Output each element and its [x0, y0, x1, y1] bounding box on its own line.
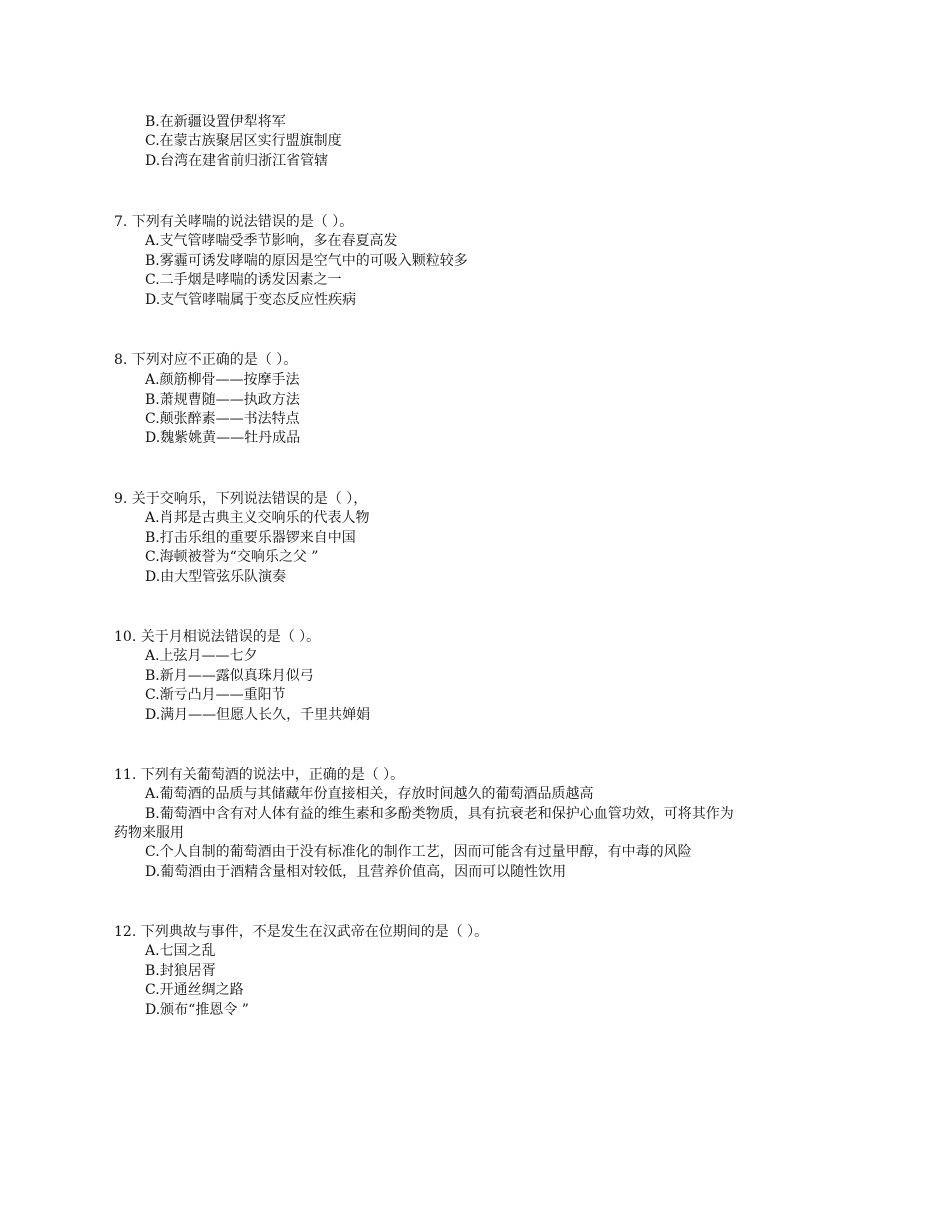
question-9-option-d: D.由大型管弦乐队演奏	[145, 569, 287, 585]
question-11-option-b: B.葡萄酒中含有对人体有益的维生素和多酚类物质，具有抗衰老和保护心血管功效，可将其作为	[145, 806, 734, 822]
question-stem-7: 7. 下列有关哮喘的说法错误的是（ ）。	[114, 214, 354, 230]
question-12-option-a: A.七国之乱	[145, 943, 216, 959]
question-stem-9: 9. 关于交响乐，下列说法错误的是（ ），	[114, 491, 368, 507]
question-11-option-b-continued: 药物来服用	[114, 825, 184, 841]
question-stem-12: 12. 下列典故与事件，不是发生在汉武帝在位期间的是（ ）。	[114, 924, 489, 940]
question-stem-8: 8. 下列对应不正确的是（ ）。	[114, 352, 298, 368]
question-7-option-b: B.雾霾可诱发哮喘的原因是空气中的可吸入颗粒较多	[145, 253, 468, 269]
question-11-option-c: C.个人自制的葡萄酒由于没有标准化的制作工艺，因而可能含有过量甲醇，有中毒的风险	[145, 844, 692, 860]
question-8-option-c: C.颠张醉素——书法特点	[145, 411, 300, 427]
question-12-option-d: D.颁布“推恩令 ”	[145, 1002, 249, 1018]
question-7-option-d: D.支气管哮喘属于变态反应性疾病	[145, 292, 357, 308]
option-d-prev: D.台湾在建省前归浙江省管辖	[145, 153, 329, 169]
question-8-option-d: D.魏紫姚黄——牡丹成品	[145, 430, 301, 446]
question-stem-10: 10. 关于月相说法错误的是（ ）。	[114, 629, 321, 645]
question-12-option-b: B.封狼居胥	[145, 963, 216, 979]
question-12-option-c: C.开通丝绸之路	[145, 982, 244, 998]
question-7-option-c: C.二手烟是哮喘的诱发因素之一	[145, 272, 342, 288]
question-8-option-a: A.颜筋柳骨——按摩手法	[145, 372, 300, 388]
question-10-option-c: C.渐亏凸月——重阳节	[145, 687, 286, 703]
option-b-prev: B.在新疆设置伊犁将军	[145, 114, 286, 130]
question-11-option-d: D.葡萄酒由于酒精含量相对较低，且营养价值高，因而可以随性饮用	[145, 864, 567, 880]
question-8-option-b: B.萧规曹随——执政方法	[145, 392, 300, 408]
question-10-option-a: A.上弦月——七夕	[145, 648, 258, 664]
question-11-option-a: A.葡萄酒的品质与其储藏年份直接相关，存放时间越久的葡萄酒品质越高	[145, 786, 594, 802]
question-9-option-c: C.海顿被誉为“交响乐之父 ”	[145, 549, 319, 565]
question-9-option-a: A.肖邦是古典主义交响乐的代表人物	[145, 510, 370, 526]
option-c-prev: C.在蒙古族聚居区实行盟旗制度	[145, 133, 342, 149]
question-9-option-b: B.打击乐组的重要乐器锣来自中国	[145, 530, 356, 546]
question-10-option-d: D.满月——但愿人长久，千里共婵娟	[145, 707, 371, 723]
question-stem-11: 11. 下列有关葡萄酒的说法中，正确的是（ ）。	[114, 767, 405, 783]
question-7-option-a: A.支气管哮喘受季节影响，多在春夏高发	[145, 233, 398, 249]
question-10-option-b: B.新月——露似真珠月似弓	[145, 668, 314, 684]
